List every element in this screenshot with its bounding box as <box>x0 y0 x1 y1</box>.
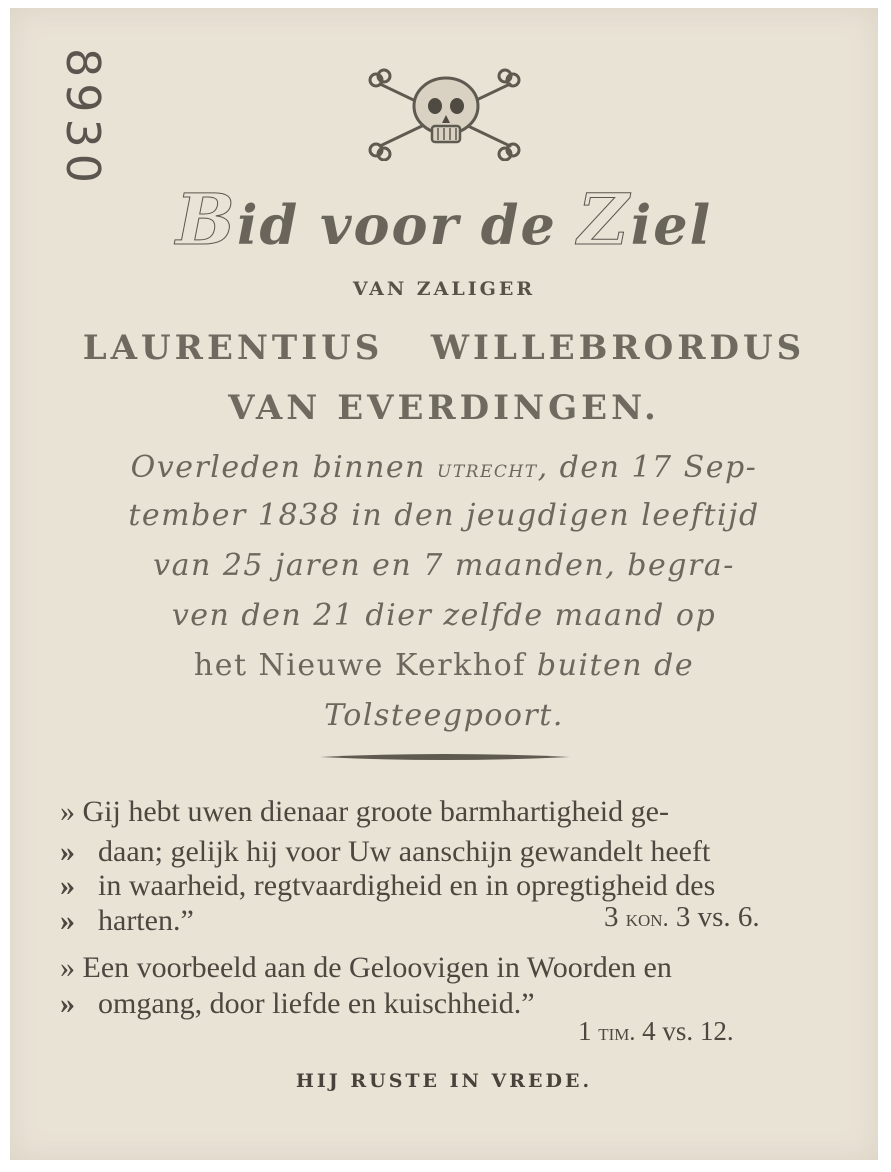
death-text-line-5 <box>10 642 878 690</box>
death-text-line-2: tember 1838 in den jeugdigen leeftijd <box>128 498 760 533</box>
quote2-ref-num: 1 <box>578 1016 592 1046</box>
quote2-line2-text: omgang, door liefde en kuischheid.” <box>98 987 535 1020</box>
death-text-1c: , den 17 Sep- <box>537 450 758 485</box>
place-utrecht: utrecht <box>437 455 538 483</box>
quote2-line2 <box>60 984 860 1024</box>
quote1-line3 <box>60 866 860 906</box>
van-zaliger: VAN ZALIGER <box>352 278 536 300</box>
deceased-surname: VAN EVERDINGEN. <box>228 388 660 428</box>
quote1-mark-4: » <box>60 904 75 937</box>
quote1-ref-num: 3 <box>604 901 619 933</box>
death-text-5a: het Nieuwe Kerkhof <box>193 648 537 683</box>
ornamental-divider <box>320 753 570 761</box>
quote2-ref-rest: 4 vs. 12. <box>642 1016 734 1046</box>
death-text-line-3: van 25 jaren en 7 maanden, begra- <box>153 548 735 583</box>
inventory-number: 8930 <box>56 48 110 190</box>
quote1-reference <box>604 901 760 934</box>
quote1-line3-text: in waarheid, regtvaardigheid en in opregtigheid des <box>98 869 716 902</box>
prayer-card <box>10 8 878 1160</box>
quote1-mark-3: » <box>60 869 75 902</box>
card-heading <box>10 178 878 261</box>
closing-line: HIJ RUSTE IN VREDE. <box>295 1070 593 1092</box>
quote2-line1: » Een voorbeeld aan de Geloovigen in Woorden en <box>60 951 672 984</box>
death-text-line-4: ven den 21 dier zelfde maand op <box>171 598 717 633</box>
death-text-line-6: Tolsteegpoort. <box>324 698 564 733</box>
death-text-line-1 <box>10 444 878 493</box>
quote1-line2-text: daan; gelijk hij voor Uw aanschijn gewandelt heeft <box>98 835 711 868</box>
quote1-ref-rest: 3 vs. 6. <box>675 901 760 933</box>
quote2-mark-2: » <box>60 987 75 1020</box>
quote1-ref-book: kon. <box>625 906 669 932</box>
heading-initial-b: B <box>175 178 237 261</box>
deceased-first-names: LAURENTIUS WILLEBRORDUS <box>82 328 806 368</box>
heading-text-2: iel <box>630 193 713 257</box>
quote1-line4-text: harten.” <box>98 904 194 937</box>
death-text-1a: Overleden binnen <box>130 450 438 485</box>
quote2-ref-book: tim. <box>598 1020 636 1046</box>
death-text-5b: buiten de <box>536 648 695 683</box>
quote2-reference <box>578 1016 734 1047</box>
quote1-mark-2: » <box>60 835 75 868</box>
quote1-line1: » Gij hebt uwen dienaar groote barmhartigheid ge- <box>60 795 669 828</box>
skull-and-crossbones-icon <box>362 66 527 161</box>
heading-initial-z: Z <box>577 178 631 261</box>
heading-text-1: id voor de <box>237 193 578 257</box>
